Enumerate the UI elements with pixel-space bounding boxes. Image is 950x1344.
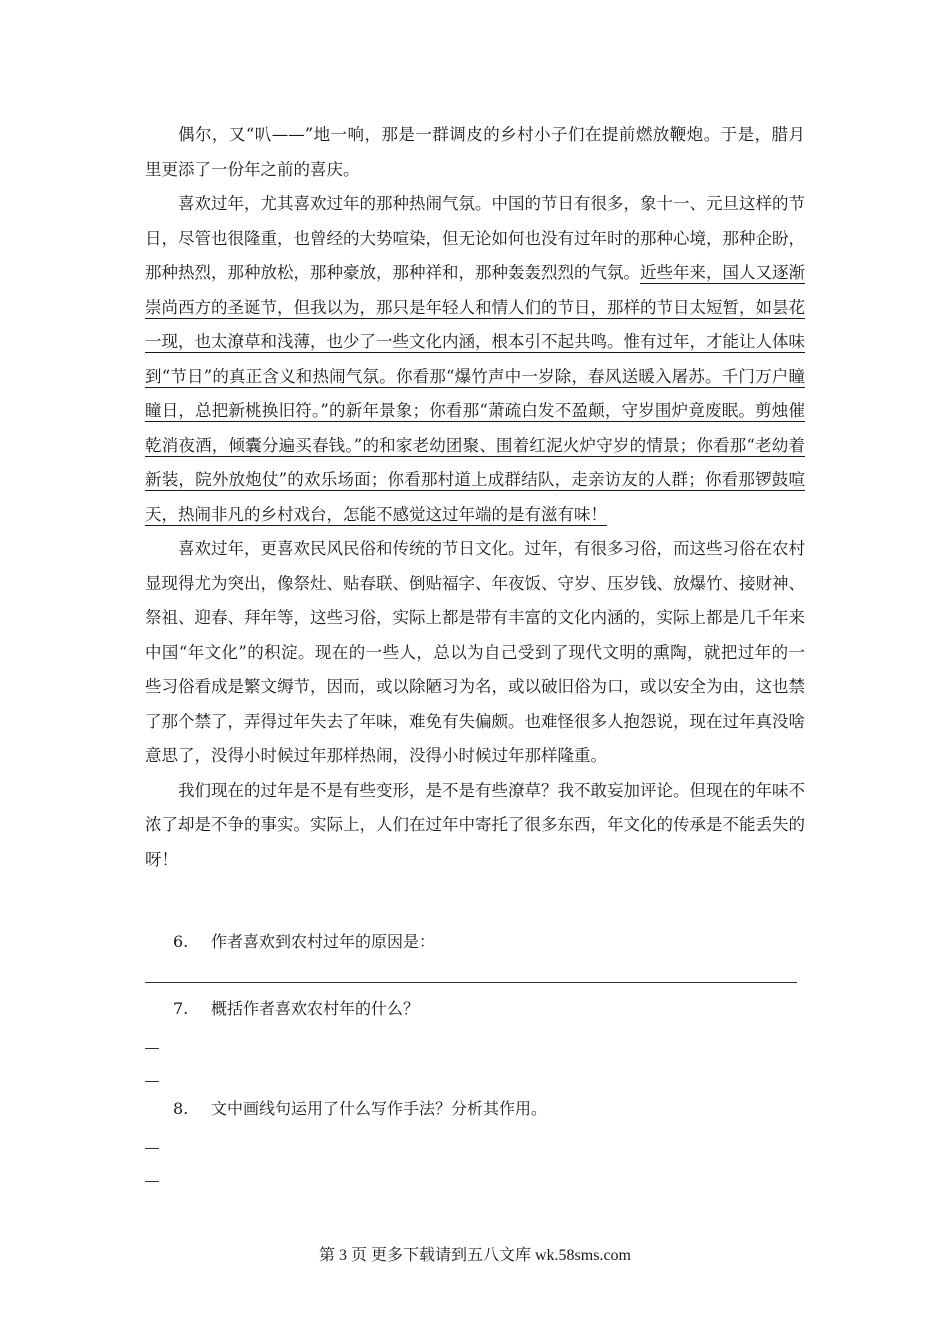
paragraph-4: 我们现在的过年是不是有些变形，是不是有些潦草？我不敢妄加评论。但现在的年味不浓了却是不争的事实。实际上，人们在过年中寄托了很多东西，年文化的传承是不能丢失的呀！ — [145, 780, 805, 869]
question-7-text: 概括作者喜欢农村年的什么？ — [211, 999, 420, 1018]
reading-passage — [145, 118, 805, 877]
paragraph-1: 偶尔，又“叭——”地一响，那是一群调皮的乡村小子们在提前燃放鞭炮。于是，腊月里更添了一份年之前的喜庆。 — [145, 125, 805, 179]
question-6-number: 6. — [173, 932, 189, 951]
paragraph-2 — [145, 187, 805, 532]
question-8-text: 文中画线句运用了什么写作手法？分析其作用。 — [211, 1099, 548, 1118]
answer-line-8b[interactable] — [145, 1181, 159, 1182]
answer-line-8a[interactable] — [145, 1148, 159, 1149]
question-8-number: 8. — [173, 1099, 189, 1118]
question-8 — [173, 1097, 547, 1121]
question-7-number: 7. — [173, 999, 189, 1018]
answer-line-7a[interactable] — [145, 1048, 159, 1049]
page-footer: 第 3 页 更多下载请到五八文库 wk.58sms.com — [318, 1247, 631, 1264]
paragraph-2-plain: 喜欢过年，尤其喜欢过年的那种热闹气氛。中国的节日有很多，象十一、元旦这样的节日，尽管也很隆重，也曾经的大势喧染，但无论如何也没有过年时的那种心境，那种企盼，那种热烈，那种放松，那种豪放，那种祥和，那种轰轰烈烈的气氛。 — [145, 194, 805, 282]
answer-line-7b[interactable] — [145, 1081, 159, 1082]
paragraph-3: 喜欢过年，更喜欢民风民俗和传统的节日文化。过年，有很多习俗，而这些习俗在农村显现得尤为突出，像祭灶、贴春联、倒贴福字、年夜饭、守岁、压岁钱、放爆竹、接财神、祭祖、迎春、拜年等，这些习俗，实际上都是带有丰富的文化内涵的，实际上都是几千年来中国“年文化”的积淀。现在的一些人，总以为自己受到了现代文明的熏陶，就把过年的一些习俗看成是繁文缛节，因而，或以除陋习为名，或以破旧俗为口，或以安全为由，这也禁了那个禁了，弄得过年失去了年味，难免有失偏颇。也难怪很多人抱怨说，现在过年真没啥意思了，没得小时候过年那样热闹，没得小时候过年那样隆重。 — [145, 539, 805, 765]
underlined-sentence: 近些年来，国人又逐渐崇尚西方的圣诞节，但我以为，那只是年轻人和情人们的节日，那样的节日太短暂，如昙花一现，也太潦草和浅薄，也少了一些文化内涵，根本引不起共鸣。惟有过年，才能让人体味到“节日”的真正含义和热闹气氛。你看那“爆竹声中一岁除，春风送暖入屠苏。千门万户瞳瞳日，总把新桃换旧符。”的新年景象；你看那“萧疏白发不盈颠，守岁围炉竟废眠。剪烛催乾消夜酒，倾囊分遍买春钱。”的和家老幼团聚、围着红泥火炉守岁的情景；你看那“老幼着新装，院外放炮仗”的欢乐场面；你看那村道上成群结队，走亲访友的人群；你看那锣鼓喧天，热闹非凡的乡村戏台，怎能不感觉这过年端的是有滋有味！ — [145, 263, 805, 524]
question-7 — [173, 997, 419, 1021]
answer-line-6[interactable] — [145, 982, 797, 983]
question-6-text: 作者喜欢到农村过年的原因是： — [211, 932, 436, 951]
question-6 — [173, 930, 435, 954]
